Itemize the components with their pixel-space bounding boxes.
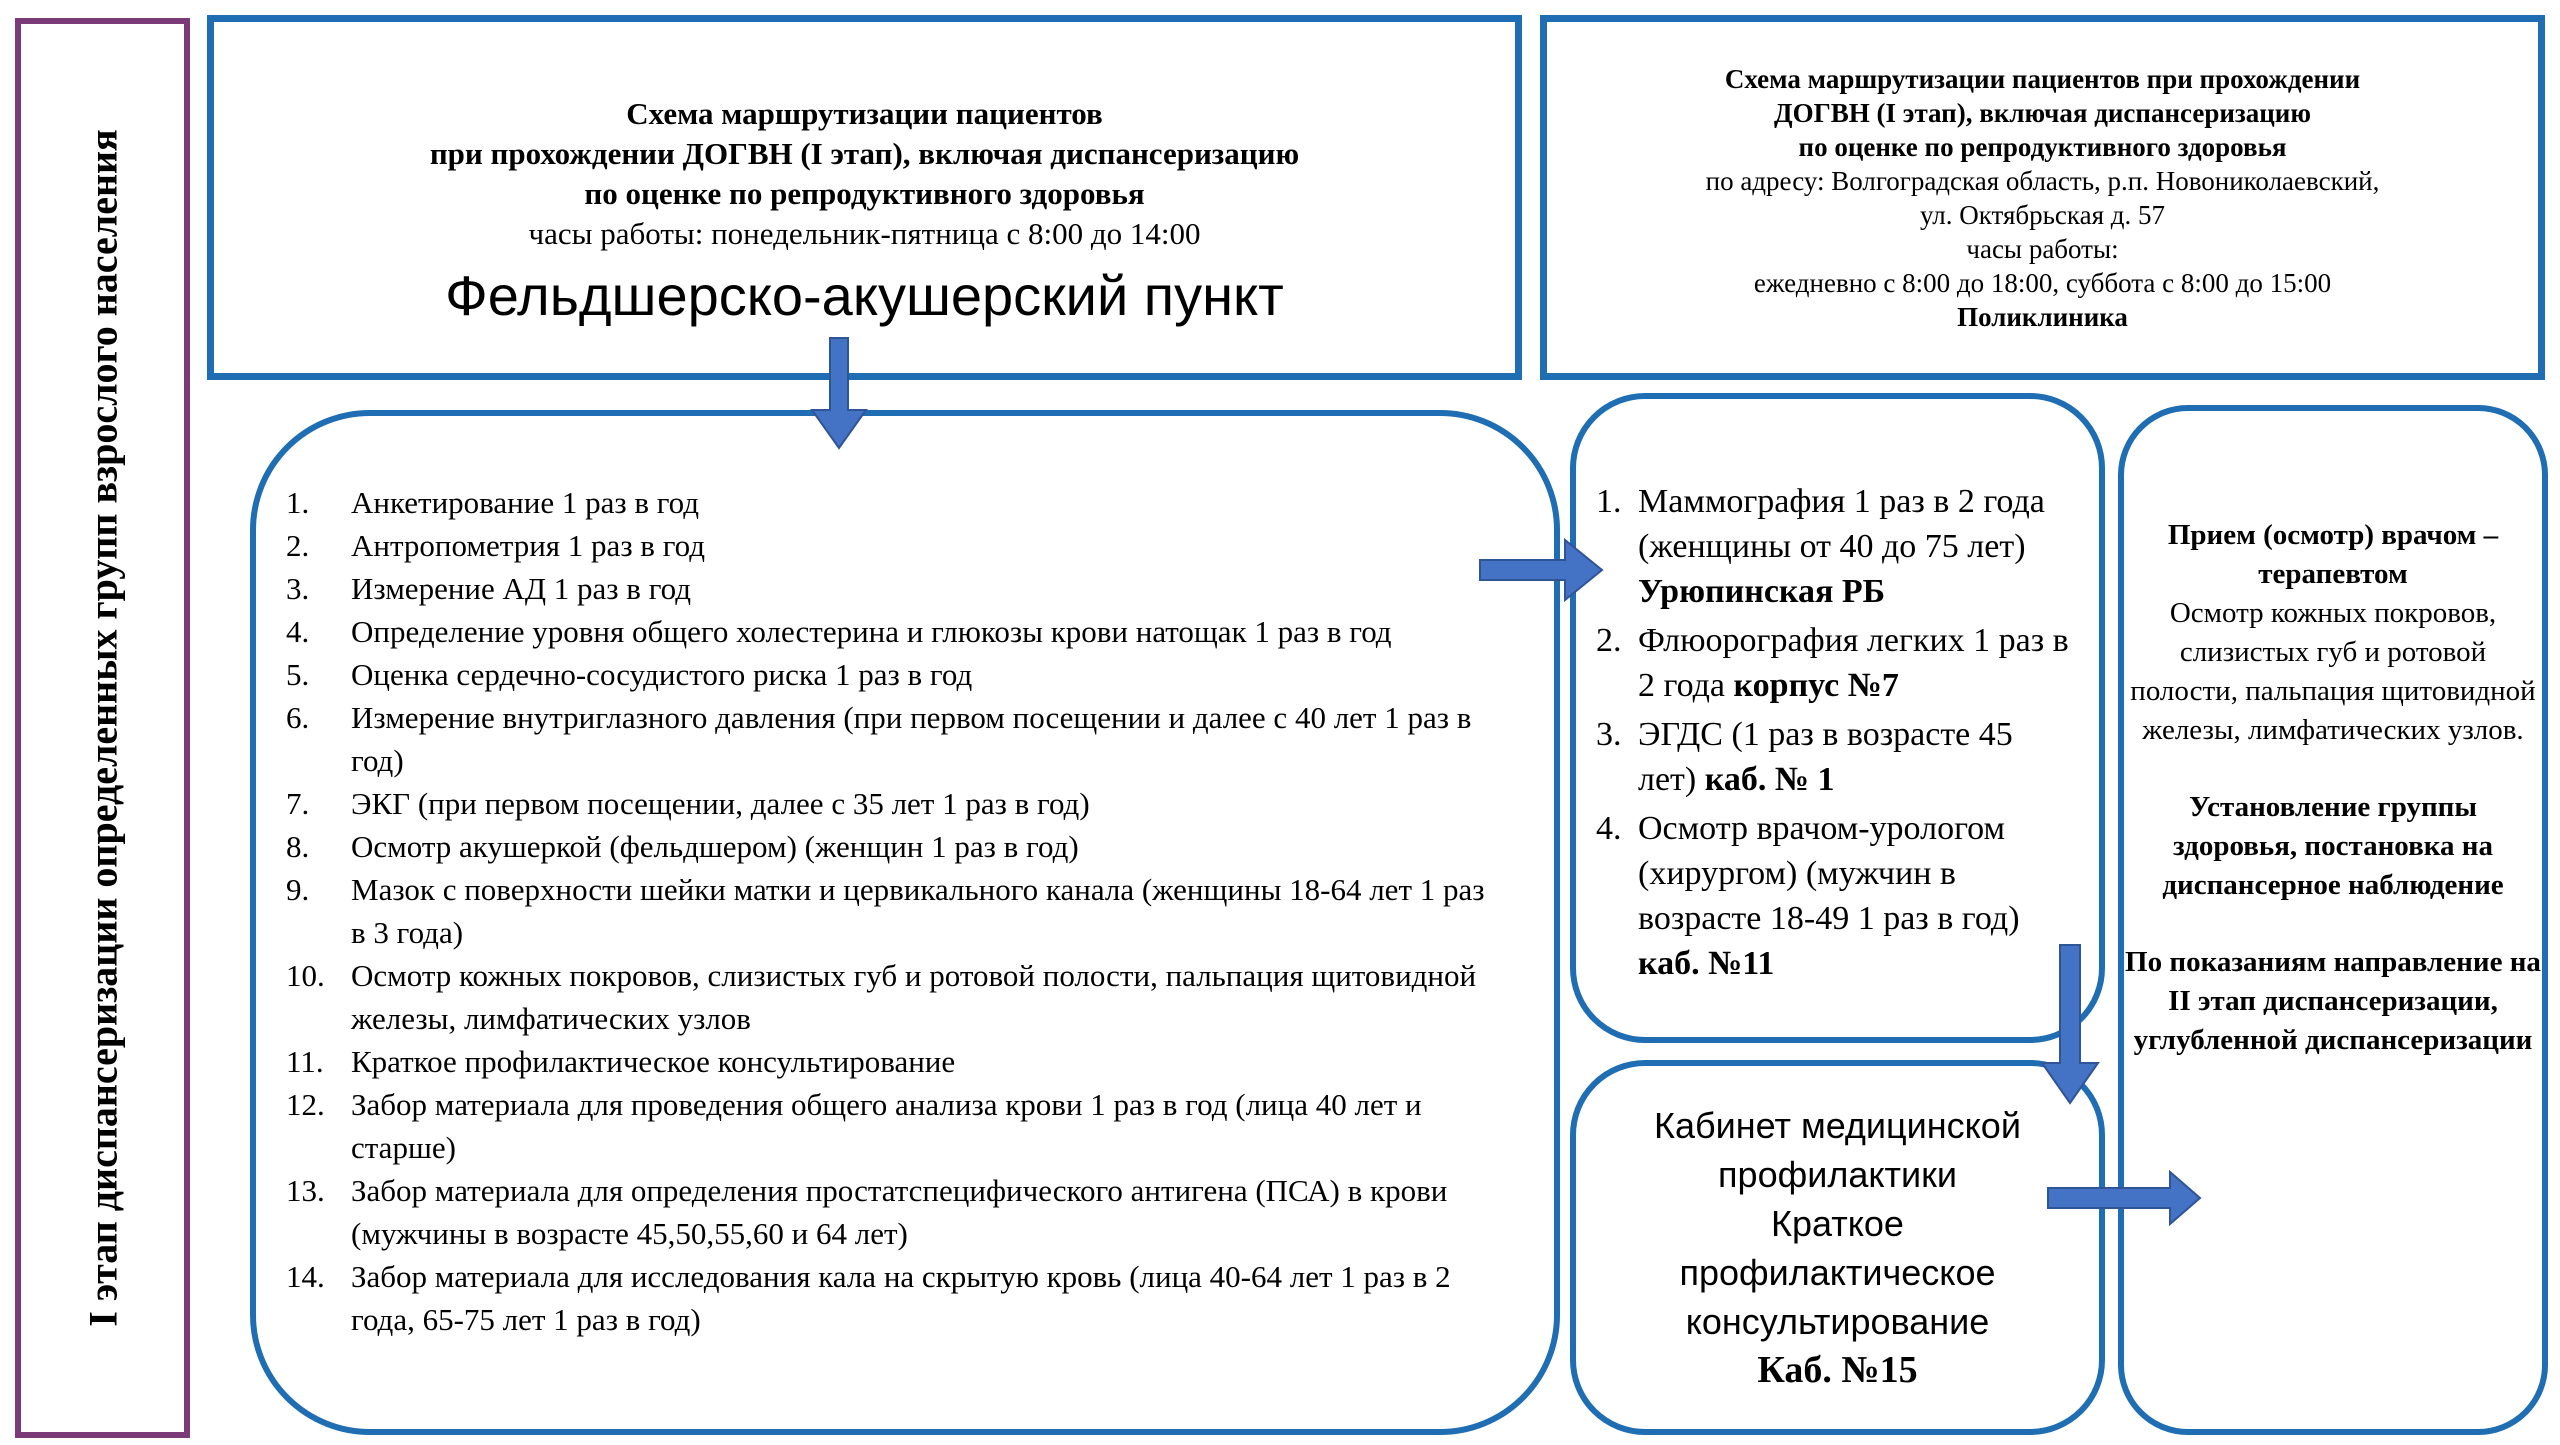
clinic-header-title-1: Схема маршрутизации пациентов при прохождении (1724, 63, 2361, 94)
prevention-cabinet-line-2: профилактики (1718, 1153, 1957, 1195)
fap-step-text: Определение уровня общего холестерина и глюкозы крови натощак 1 раз в год (351, 614, 1392, 649)
fap-step-number: 13. (286, 1173, 325, 1208)
clinic-hours-label: часы работы: (1966, 233, 2119, 264)
clinic-address-2: ул. Октябрьская д. 57 (1919, 199, 2166, 230)
arrow-down-to-cabinet (2042, 945, 2098, 1103)
prevention-cabinet-line-4: профилактическое (1679, 1251, 1996, 1293)
fap-step-text: Краткое профилактическое консультирование (351, 1044, 956, 1079)
fap-step-number: 3. (286, 571, 310, 606)
fap-header-title-1: Схема маршрутизации пациентов (626, 96, 1103, 131)
clinic-step-number: 2. (1596, 622, 1622, 659)
clinic-header-title-2: ДОГВН (I этап), включая диспансеризацию (1774, 97, 2311, 128)
fap-step-number: 8. (286, 829, 310, 864)
clinic-step-number: 4. (1596, 810, 1622, 847)
fap-step-text: Измерение внутриглазного давления (при первом посещении и далее с 40 лет 1 раз в год) (351, 700, 1472, 778)
clinic-step-text: Осмотр врачом-урологом (хирургом) (мужчин в возрасте 18-49 1 раз в год) (1638, 810, 2020, 937)
clinic-step-place: каб. №11 (1638, 945, 1775, 982)
clinic-step-text: ЭГДС (1 раз в возрасте 45 лет) (1638, 716, 2013, 798)
fap-step-text: Осмотр акушеркой (фельдшером) (женщин 1 раз в год) (351, 829, 1079, 864)
arrow-right-to-therapist (2048, 1172, 2200, 1224)
fap-place: Фельдшерско-акушерский пункт (445, 264, 1284, 327)
clinic-step-place: каб. № 1 (1704, 761, 1835, 798)
fap-step-number: 5. (286, 657, 310, 692)
fap-step-number: 7. (286, 786, 310, 821)
fap-step-number: 11. (286, 1044, 324, 1079)
prevention-cabinet-room: Каб. №15 (1757, 1348, 1918, 1391)
fap-step-text: Осмотр кожных покровов, слизистых губ и ротовой полости, пальпация щитовидной железы, лимфатических узлов (351, 958, 1477, 1036)
fap-step-number: 12. (286, 1087, 325, 1122)
clinic-step-text: Маммография 1 раз в 2 года (женщины от 40 до 75 лет) (1638, 483, 2045, 565)
fap-step-text: Забор материала для проведения общего анализа крови 1 раз в год (лица 40 лет и старше) (351, 1087, 1422, 1165)
therapist-referral: По показаниям направление на II этап диспансеризации, углубленной диспансеризации (2125, 946, 2541, 1056)
prevention-cabinet-line-1: Кабинет медицинской (1654, 1104, 2021, 1146)
fap-step-number: 14. (286, 1259, 325, 1294)
fap-step-text: Мазок с поверхности шейки матки и цервикального канала (женщины 18-64 лет 1 раз в 3 года) (351, 872, 1485, 950)
clinic-address-1: по адресу: Волгоградская область, р.п. Новониколаевский, (1705, 165, 2380, 196)
fap-step-number: 9. (286, 872, 310, 907)
fap-step-text: ЭКГ (при первом посещении, далее с 35 лет 1 раз в год) (351, 786, 1090, 821)
arrow-right-to-clinic (1480, 540, 1602, 600)
clinic-place: Поликлиника (1957, 301, 2128, 332)
fap-step-text: Антропометрия 1 раз в год (351, 528, 706, 563)
fap-hours: часы работы: понедельник-пятница с 8:00 до 14:00 (528, 216, 1201, 251)
fap-step-number: 4. (286, 614, 310, 649)
fap-step-text: Забор материала для исследования кала на скрытую кровь (лица 40-64 лет 1 раз в 2 года, 65-75 лет 1 раз в год) (351, 1259, 1451, 1337)
fap-step-number: 1. (286, 485, 310, 520)
fap-step-text: Анкетирование 1 раз в год (351, 485, 700, 520)
fap-header-title-2: при прохождении ДОГВН (I этап), включая диспансеризацию (429, 136, 1300, 171)
fap-step-text: Измерение АД 1 раз в год (351, 571, 692, 606)
fap-step-number: 2. (286, 528, 310, 563)
clinic-step-place: Урюпинская РБ (1638, 573, 1886, 610)
fap-header-title-3: по оценке по репродуктивного здоровья (584, 176, 1145, 211)
clinic-hours: ежедневно с 8:00 до 18:00, суббота с 8:00 до 15:00 (1753, 267, 2332, 298)
clinic-step-number: 3. (1596, 716, 1622, 753)
therapist-exam: Осмотр кожных покровов, слизистых губ и ротовой полости, пальпация щитовидной железы, лимфатических узлов. (2130, 597, 2536, 746)
clinic-header-title-3: по оценке по репродуктивного здоровья (1798, 131, 2287, 162)
clinic-step-number: 1. (1596, 483, 1622, 520)
therapist-group: Установление группы здоровья, постановка на диспансерное наблюдение (2162, 791, 2504, 901)
fap-step-number: 10. (286, 958, 325, 993)
clinic-step-place: корпус №7 (1733, 667, 1899, 704)
fap-step-number: 6. (286, 700, 310, 735)
clinic-step-text: Флюорография легких 1 раз в 2 года (1638, 622, 2069, 704)
prevention-cabinet-line-5: консультирование (1685, 1300, 1990, 1342)
fap-step-text: Оценка сердечно-сосудистого риска 1 раз в год (351, 657, 973, 692)
therapist-title: Прием (осмотр) врачом – терапевтом (2167, 519, 2499, 590)
stage-side-label: I этап диспансеризации определенных групп взрослого населения (80, 129, 125, 1327)
fap-step-text: Забор материала для определения простатспецифического антигена (ПСА) в крови (мужчины в возрасте 45,50,55,60 и 64 лет) (351, 1173, 1448, 1251)
arrow-down-fap (812, 338, 866, 448)
prevention-cabinet-line-3: Краткое (1771, 1202, 1904, 1244)
